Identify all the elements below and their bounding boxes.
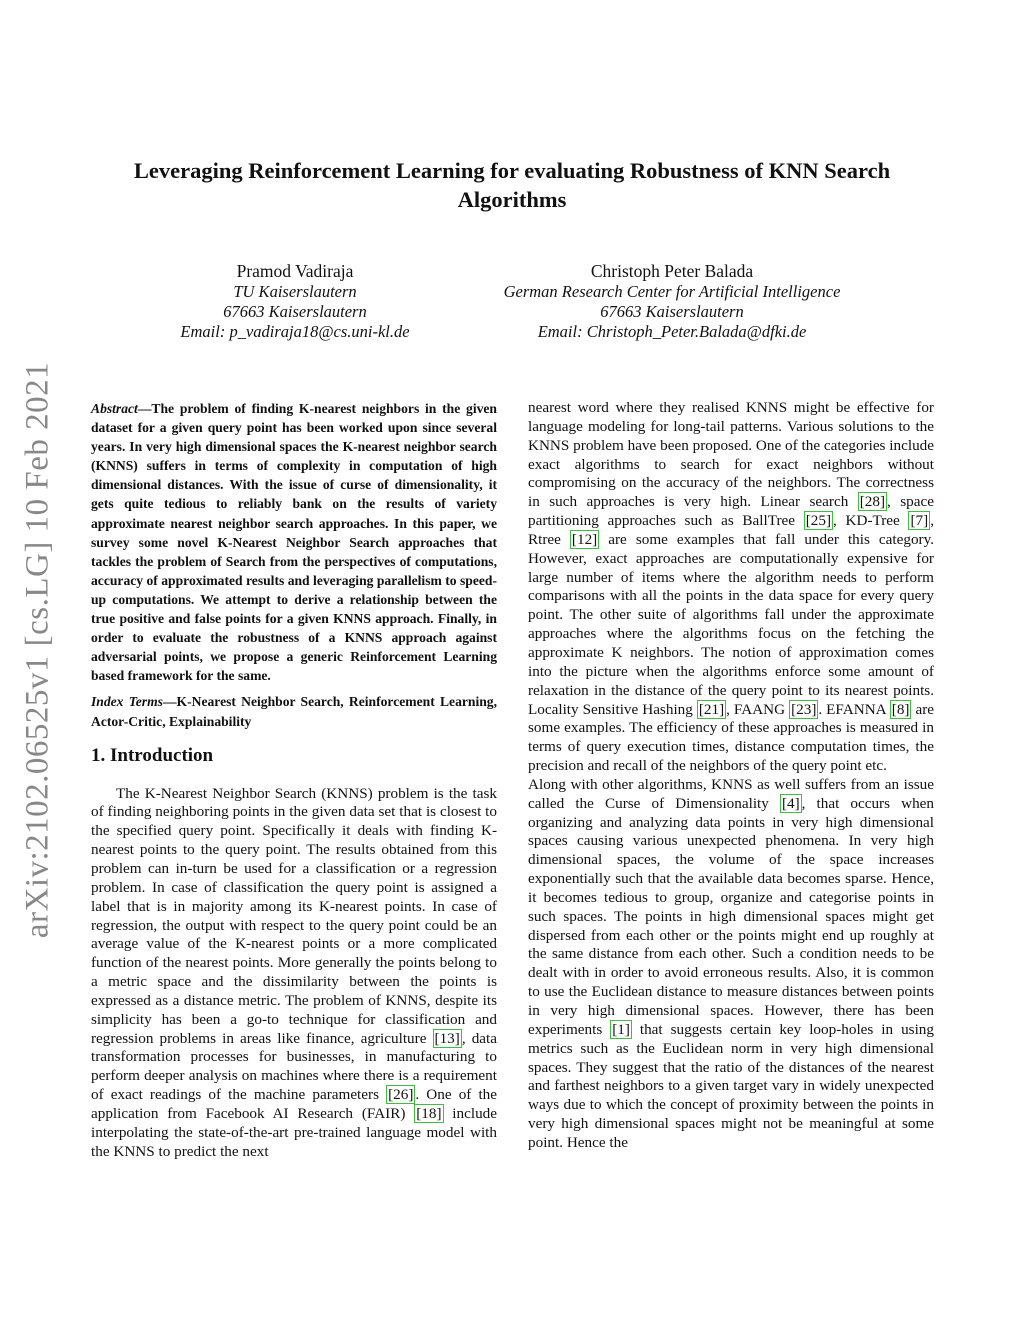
text-run: , KD-Tree bbox=[833, 512, 909, 530]
text-run: , Rtree bbox=[528, 512, 934, 548]
text-run: nearest word where they realised KNNS might be effective for language modeling for long-tail patterns. Various solutions to the KNNS problem have been proposed. One of the categories include exact algorithms to search for exact neighbors without compromising on the accuracy of the neighbors. The correctness in such approaches is very high. Linear search bbox=[528, 399, 934, 511]
index-terms-label: Index Terms bbox=[91, 694, 163, 710]
citation-link[interactable]: [8] bbox=[891, 700, 910, 718]
citation-link[interactable]: [18] bbox=[416, 1104, 442, 1122]
author-name: Christoph Peter Balada bbox=[590, 261, 754, 281]
citation-link[interactable]: [12] bbox=[571, 530, 598, 548]
paper-title: Leveraging Reinforcement Learning for evaluating Robustness of KNN Search Algorithms bbox=[133, 158, 891, 212]
arxiv-id: arXiv:2102.06525v1 [cs.LG] 10 Feb 2021 bbox=[19, 361, 56, 939]
text-run: The K-Nearest Neighbor Search (KNNS) problem is the task of finding neighboring points in the given data set that is closest to the specified query point. Specifically it deals with finding K-nearest points to the query point. The results obtained from this problem can in-turn be used for a classification or a regression problem. In case of classification the query point is assigned a label that is in majority among its K-nearest points. In case of regression, the output with respect to the query point could be an average value of the K-nearest points or a more complicated function of the nearest points. More generally the points belong to a metric space and the dissimilarity between the points is expressed as a distance metric. The problem of KNNS, despite its simplicity has been a go-to technique for classification and regression problems in areas like finance, agriculture bbox=[91, 784, 497, 1047]
author-affiliation: TU Kaiserslautern bbox=[233, 282, 357, 301]
text-run: . EFANNA bbox=[818, 700, 890, 718]
intro-paragraph bbox=[91, 785, 497, 1162]
citation-link[interactable]: [26] bbox=[388, 1086, 414, 1104]
author-affiliation: German Research Center for Artificial Intelligence bbox=[503, 282, 841, 301]
author-address: 67663 Kaiserslautern bbox=[600, 302, 744, 321]
author-email: Email: p_vadiraja18@cs.uni-kl.de bbox=[180, 322, 410, 341]
text-run: , that occurs when organizing and analyzing data points in very high dimensional spaces causing various unexpected phenomena. In very high dimensional spaces, the volume of the space increases exponentially such that the available data becomes sparse. Hence, it becomes tedious to group, organize and categorise points in such spaces. The points in high dimensional spaces might get dispersed from each other or the points might end up roughly at the same distance from each other. Such a condition needs to be dealt with in order to avoid erroneous results. Also, it is common to use the Euclidean distance to measure distances between points in very high dimensional spaces. However, there has been experiments bbox=[528, 794, 934, 1038]
text-run: . One of the application from Facebook AI Research (FAIR) bbox=[91, 1086, 498, 1122]
citation-link[interactable]: [21] bbox=[698, 700, 725, 718]
citation-link[interactable]: [1] bbox=[612, 1020, 630, 1038]
citation-link[interactable]: [23] bbox=[791, 700, 817, 718]
author-name: Pramod Vadiraja bbox=[236, 261, 354, 281]
citation-link[interactable]: [13] bbox=[434, 1029, 460, 1047]
index-terms bbox=[91, 692, 497, 730]
author-address: 67663 Kaiserslautern bbox=[223, 302, 367, 321]
text-run: Along with other algorithms, KNNS as well suffers from an issue called the Curse of Dimensionality bbox=[528, 775, 934, 812]
right-column bbox=[528, 399, 934, 1153]
citation-link[interactable]: [7] bbox=[910, 512, 929, 530]
text-run: are some examples. The efficiency of these approaches is measured in terms of query execution times, distance computation times, the precision and recall of the neighbors of the query point etc. bbox=[528, 700, 934, 775]
author-block-1 bbox=[120, 261, 470, 342]
text-run: , space partitioning approaches such as BallTree bbox=[528, 493, 934, 530]
author-email: Email: Christoph_Peter.Balada@dfki.de bbox=[537, 322, 807, 341]
index-terms-text: —K-Nearest Neighbor Search, Reinforcement Learning, Actor-Critic, Explainability bbox=[91, 694, 497, 729]
paragraph bbox=[528, 399, 934, 776]
abstract-label: Abstract bbox=[91, 401, 138, 416]
text-run: are some examples that fall under this category. However, exact approaches are computationally expensive for large number of items where the algorithm needs to perform comparisons with all the points in the data space for every query point. The other suite of algorithms fall under the approximate approaches where the algorithms focus on the fetching the approximate K neighbors. The notion of approximation comes into the picture when the algorithms enforce some amount of relaxation in the distance of the query point to its nearest points. Locality Sensitive Hashing bbox=[528, 530, 935, 718]
abstract bbox=[91, 399, 497, 685]
text-run: , FAANG bbox=[726, 700, 790, 718]
text-run: that suggests certain key loop-holes in using metrics such as the Euclidean norm in very high dimensional spaces. They suggest that the ratio of the distances of the nearest and farthest neighbors to a given target vary in widely unexpected ways due to which the concept of proximity between the points in very high dimensional spaces might not be meaningful at some point. Hence the bbox=[528, 1020, 934, 1151]
paragraph bbox=[528, 776, 934, 1153]
citation-link[interactable]: [28] bbox=[859, 493, 886, 511]
text-run: include interpolating the state-of-the-art pre-trained language model with the KNNS to predict the next bbox=[91, 1104, 498, 1160]
text-run: , data transformation processes for businesses, in manufacturing to perform deeper analysis on machines where there is a requirement of exact readings of the machine parameters bbox=[91, 1029, 497, 1104]
author-block-2 bbox=[472, 261, 872, 342]
abstract-text: —The problem of finding K-nearest neighbors in the given dataset for a given query point has been worked upon since several years. In very high dimensional spaces the K-nearest neighbor search (KNNS) suffers in terms of complexity in computation of high dimensional distances. With the issue of curse of dimensionality, it gets quite tedious to reliably bank on the results of variety approximate nearest neighbor search approaches. In this paper, we survey some novel K-Nearest Neighbor Search approaches that tackles the problem of Search from the perspectives of computations, accuracy of approximated results and leveraging parallelism to speed-up computations. We attempt to derive a relationship between the true positive and false points for a given KNNS approach. Finally, in order to evaluate the robustness of a KNNS approach against adversarial points, we propose a generic Reinforcement Learning based framework for the same. bbox=[91, 401, 497, 684]
citation-link[interactable]: [4] bbox=[781, 794, 800, 812]
citation-link[interactable]: [25] bbox=[805, 512, 832, 530]
arxiv-sidebar-stamp bbox=[14, 360, 62, 940]
section-heading: 1. Introduction bbox=[91, 744, 214, 766]
left-column bbox=[91, 399, 497, 1161]
